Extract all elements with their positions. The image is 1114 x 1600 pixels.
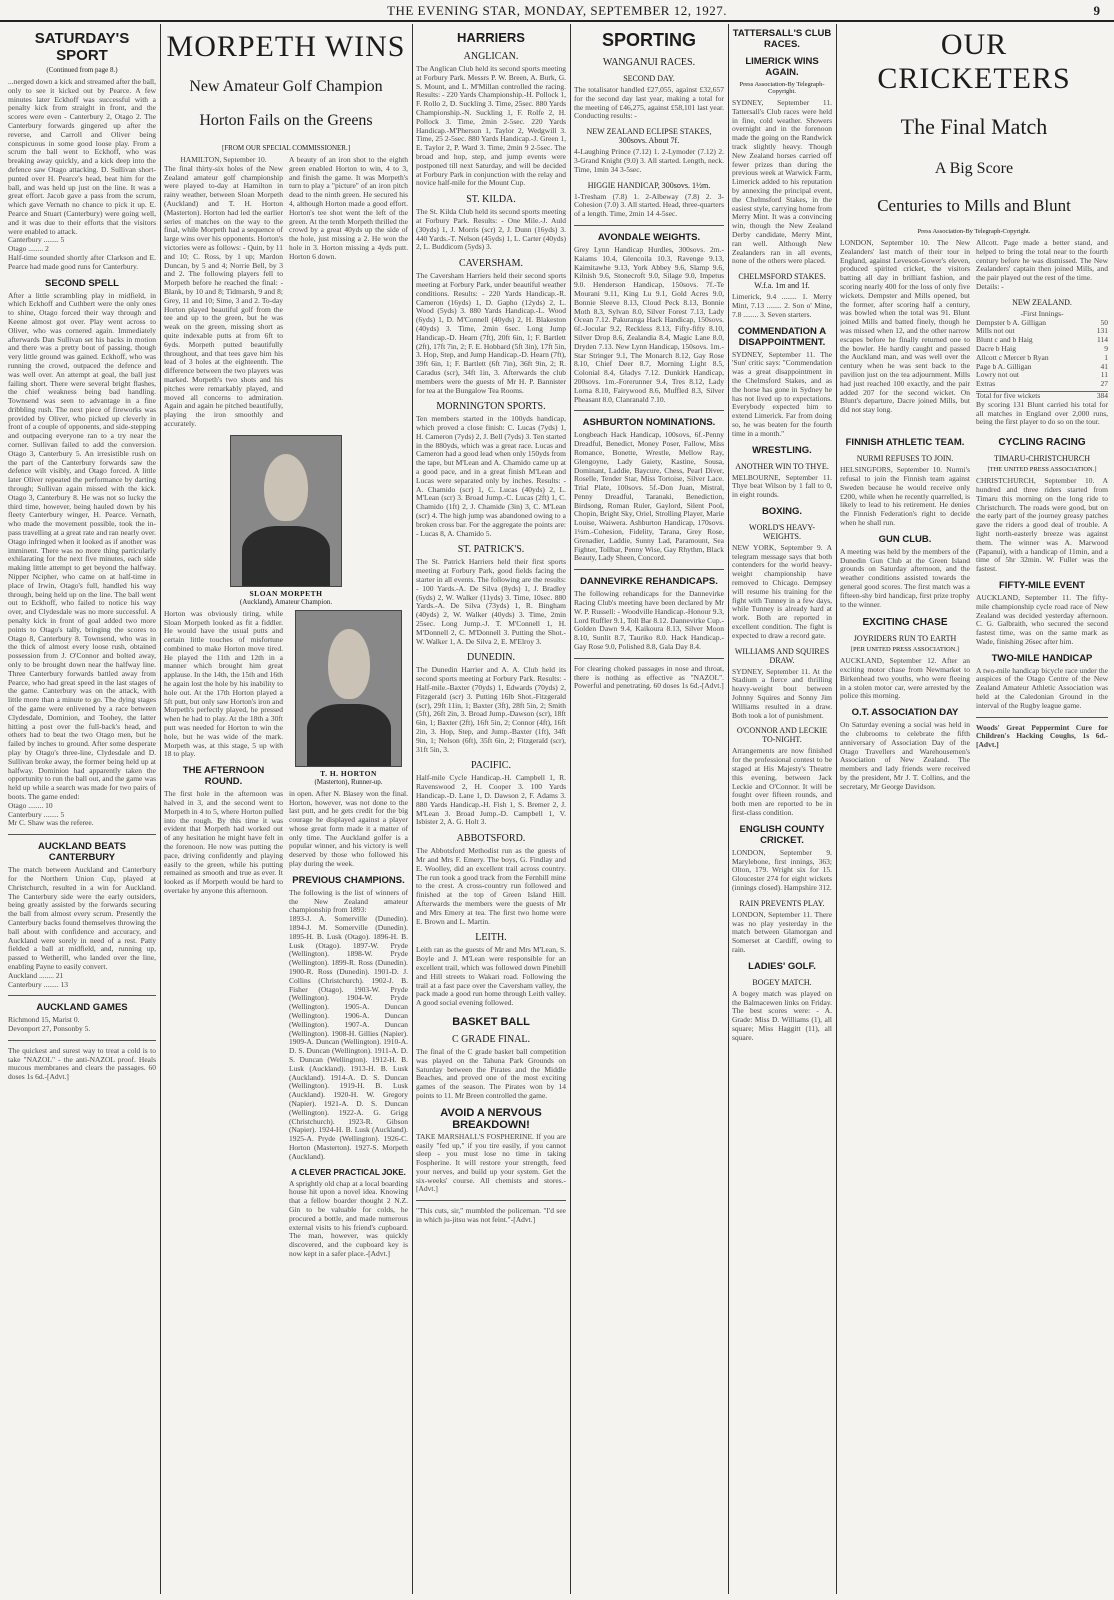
batsman-name: Lowry not out: [976, 370, 1019, 380]
column-sporting: [574, 24, 724, 1594]
photo-caption: T. H. HORTON: [320, 768, 377, 778]
batsman-name: Allcott c Mercer b Ryan: [976, 352, 1049, 362]
column-tattersalls: [732, 24, 832, 1594]
subsection-heading: ANOTHER WIN TO THYE.: [735, 461, 829, 471]
section-heading: SATURDAY'S SPORT: [34, 30, 130, 64]
masthead: [0, 0, 1114, 22]
section-heading: BASKET BALL: [452, 1015, 530, 1028]
portrait-body: [307, 704, 391, 766]
race-results: Limerick, 9.4 ........ 1. Merry Mint, 7.13 ........ 2. Son o' Mine, 7.8 ........ 3. Seven starters.: [732, 292, 832, 319]
article-body: Horton was obviously tiring, while Sloan Morpeth looked as fit a fiddler. He would have the usual putts and certain little touches of misfortune combined to make Horton move tired. He played the 11th and 12th in a manner which brought him great applause. In the 14th, the 15th and 16th he again lost the hole by his inability to hole out. At the 17th Horton played a 5ft putt, but only saw Horton's iron and Morpeth's perfectly played, he pressed when he had to play. At the 18th a 30ft putt was needed for Horton to win the hole, but he was wide of the mark. Morpeth was, at this stage, 5 up with 18 to play.: [164, 608, 283, 759]
article-body: SYDNEY, September 11. The 'Sun' critic says: "Commendation was a great disappointment in the Chelmsford Stakes, and as the horse has gone in Sydney he has not lived up to expectations. Everybody expected him to extend Limerick. Far from doing so, he was beaten for the fourth time in a month.": [732, 349, 832, 438]
article-body: Arrangements are now finished for the professional contest to be staged at His Majesty's Theatre this evening, between Jack Leckie and O'Connor. It will be fought over fifteen rounds, and both men are reported to be in first-class condition.: [732, 746, 832, 818]
subsection-heading: O.T. ASSOCIATION DAY: [851, 707, 959, 719]
press-credit: Press Association-By Telegraph-Copyright.: [917, 228, 1031, 235]
article-body: The Dunedin Harrier and A. A. Club held its second sports meeting at Forbury Park. Results: - Half-mile.-Baxter (70yds) 1, Edwards (70yds) 2, Fitzgerald (scr) 3. Putting 16lb Shot.-Fitzgerald (scr), 29ft 11in, 1; Baxter (3ft), 28ft 5in, 2; Smith (5ft), 26ft 2in, 3. Broad Jump.-Dawson (scr), 18ft 6in, 1; Baxter (2ft), 16ft 5in, 2; Connor (4ft), 16ft 2in, 3. Hop, Step, and Jump.-Baxter (1ft), 34ft 9in, 1; Nelson (6ft), 35ft 6in, 2; Fitzgerald (scr), 31ft 5in, 3.: [416, 665, 566, 754]
total-runs: 384: [1096, 390, 1108, 400]
article-body: ...nerged down a kick and streamed after the ball, only to see it kicked out by Pearce. A few minutes later Eckhoff was successful with a penalty kick from straight in front, and the scores were even - Canterbury 2, Otago 2. The Canterbury forwards gingered up after the reverse, and Carroll and Oliver being conspicuous in some good loose play. From a scrum the ball went to Eckhoff, who was breaking away quickly, and a kick deep into the defence saw Otago attacking. D. Sullivan short-punted over H. Pearce's head, beat him for the ball, and was held up just on the line. It was a great effort. Jacob gave a pass from the scrum, which gave Vernath no chance to pick it up. E. Pearce and Stuart (Canterbury) were going well, and it was due to their efforts that the visitors were enabled to attack.: [8, 77, 156, 236]
divider: [8, 834, 156, 835]
subheadline: Horton Fails on the Greens: [199, 112, 373, 129]
result-line: Richmond 15, Marist 0.: [8, 1015, 80, 1025]
subsection-heading: LADIES' GOLF.: [748, 960, 816, 972]
subsection-heading: WILLIAMS AND SQUIRES DRAW.: [734, 646, 830, 665]
race-results: 1-Tresham (7.8) 1. 2-Albeway (7.8) 2. 3-Cohesion (7.0) 3. All started. Head, three-quarters of a length. Time, 2min 14 4-5sec.: [574, 191, 724, 219]
subsection-heading: BOGEY MATCH.: [752, 977, 812, 987]
subsection-heading: LIMERICK WINS AGAIN.: [745, 56, 819, 78]
press-credit: Press Association-By Telegraph-Copyright.: [739, 81, 825, 95]
article-body: Longbeach Hack Handicap, 100sovs, 6f.-Penny Dreadful, Benedict, Money Poser, Fallow, Miss Romance, Bonette, Wrestle, Mellow Ray, Glengoyne, Lady Gaiety, Kastine, Sousa, Dominant, Laddie, Baycure, Chess, Pearl Diver, Roselle, Tender Star, Miss Tortoise, Silver Lace. Trial Plate, 100sovs. 5f.-Don Juan, Mistral, Penny Dreadful, Taranaki, Benediction, Birdsong, Roman Ruler, Gaylord, Silent Pool, Chopin, Bright Sky, Oriel, Strolling Player, Marie Louise, Waiwera. Ashburton Handicap, 170sovs. 1¼m.-Cohesion, Fidelity, Tarana, Grey Rose, Grenadier, Laddie, Sunny Lad, Paramount, Sea Fighter, Tollbar, Penny Wise, Gay Rhythm, Black Beauty, Lady Sheen, Concord.: [574, 430, 724, 563]
subsection-heading: LEITH.: [475, 932, 507, 944]
subsection-heading: DUNEDIN.: [466, 652, 516, 664]
subheadline: Centuries to Mills and Blunt: [877, 196, 1071, 215]
batsman-runs: 114: [1097, 335, 1108, 345]
column-rule: [160, 24, 161, 1594]
column-rule: [412, 24, 413, 1594]
race-heading: NEW ZEALAND ECLIPSE STAKES, 300sovs. About 7f.: [586, 127, 712, 146]
article-body: The St. Kilda Club held its second sports meeting at Forbury Park. Results: - One Mile.-J. Auld (30yds) 1, J. Morris (scr) 2, J. Dunn (16yds) 3. 440 Yards.-T. Nelson (45yds) 1, L. Carter (40yds) 2, L. Buddicom (5yds) 3.: [416, 207, 566, 252]
scorecard-heading: NEW ZEALAND.: [1012, 297, 1072, 307]
advertisement: TAKE MARSHALL'S FOSPHERINE. If you are easily "fed up," if you tire easily, if you cannot sleep - you must lose no time in taking Fospherine. It will restore your strength, feed your nerves, and build up your system. Get the six-weeks' course. All chemists and stores.-[Advt.]: [416, 1131, 566, 1194]
article-body: On Saturday evening a social was held in the clubrooms to celebrate the fifth anniversary of Association Day of the Otago Travellers and Warehousemen's Association of New Zealand. The members and lady friends were received by the president, Mr J. T. Collins, and the secretary, Mr George Davidson.: [840, 720, 970, 791]
batsman-name: Extras: [976, 379, 996, 389]
subsection-heading: TIMARU-CHRISTCHURCH: [993, 454, 1090, 464]
subsection-heading: AUCKLAND GAMES: [36, 1002, 128, 1014]
subsection-heading: O'CONNOR AND LECKIE TO-NIGHT.: [736, 726, 828, 745]
article-body: LONDON, September 11. There was no play yesterday in the match between Glamorgan and Somerset at Cardiff, owing to rain.: [732, 909, 832, 954]
subheadline: The Final Match: [900, 114, 1048, 139]
batsman-runs: 27: [1100, 379, 1108, 389]
article-body: The following rehandicaps for the Dannevirke Racing Club's meeting have been declared by Mr W. P. Russell: - Woodville Handicap.-Honour 9.3, Lord Ruffler 9.1, Toll Bar 8.12. Dannevirke Cup.-Golden Dawn 9.4, Kaikoura 8.13, Silver Moon 8.10, Sunlit 8.7, Tauriko 8.0. Hack Handicap.-Gay Rose 9.0, Polished 8.8, Gala Day 8.4.: [574, 589, 724, 652]
batsman-runs: 1: [1104, 352, 1108, 362]
article-body: The first hole in the afternoon was halved in 3, and the second went to Morpeth in 4 to 5, where Horton pulled into the rough. By this time it was evident that Morpeth had worked out of any hesitation he might have felt in the forenoon. He now was putting the pace, driving confidently and playing easily to the green, while his putting remained as smooth and true as ever. It looked as if Morpeth would be hard to overtake by anyone this afternoon.: [164, 789, 283, 896]
article-body: The totalisator handled £27,055, against £32,657 for the second day last year, making a total for the meeting of £46,275, against £58,101 last year. Conducting results: -: [574, 85, 724, 121]
subsection-heading: ENGLISH COUNTY CRICKET.: [739, 823, 825, 846]
section-heading: CYCLING RACING: [998, 437, 1086, 449]
continued-note: (Continued from page 8.): [46, 66, 118, 74]
page-number: 9: [1093, 3, 1100, 18]
article-body: Ten members started in the 100yds handicap, which proved a close finish: C. Lucas (7yds) 1, H. Cameron (7yds) 2, J. Bell (7yds) 3. Ten started in the 880yds, which was a great race. Lucas and Cameron had a good lead when only 150yds from the tape, but M'Lean and A. Chamido came up at a good pace, and in a great finish M'Lean and Lucas were separated only by inches. Results: - A. Chamido (scr) 1, C. Lucas (40yds) 2, L. M'Lean (scr) 3. Broad Jump.-C. Lucas (2ft) 1, C. Chamido (1ft) 2, J. Chamide (3in) 3, C. M'Lean (scr) 4. The high jump was abandoned owing to a broken cross bar. For the aggregate the points are: - Lucas 8, A. Chamido 5.: [416, 414, 566, 538]
advertisement: "This cuts, sir," mumbled the policeman. "I'd see in which ju-jitsu was not feint."-[Advt.]: [416, 1206, 566, 1225]
section-heading: EXCITING CHASE: [862, 617, 948, 629]
score-line: Canterbury ........ 5: [8, 809, 65, 819]
result-line: Devonport 27, Ponsonby 5.: [8, 1024, 91, 1034]
portrait-face: [264, 454, 308, 522]
section-heading: HARRIERS: [457, 30, 525, 45]
article-body: SYDNEY, September 11. At the Stadium a fierce and thrilling heavy-weight bout between Johnny Squires and Sonny Jim Williams resulted in a draw. Both took a lot of punishment.: [732, 666, 832, 720]
subsection-heading: PACIFIC.: [471, 760, 511, 772]
portrait-face: [328, 629, 370, 699]
score-line: Canterbury ........ 13: [8, 979, 68, 989]
subsection-heading: WRESTLING.: [752, 444, 812, 456]
subheadline: New Amateur Golf Champion: [189, 78, 383, 95]
th-horton-photo: [295, 610, 402, 767]
subsection-heading: ABBOTSFORD.: [456, 833, 526, 845]
section-heading: TATTERSALL'S CLUB RACES.: [732, 28, 832, 50]
batsman-name: Dempster b A. Gilligan: [976, 317, 1046, 327]
score-line: Otago ........ 2: [8, 244, 49, 254]
article-body: By scoring 131 Blunt carried his total for all matches in England over 2,000 runs, being the first player to do so on the tour.: [976, 399, 1108, 427]
article-body: The final thirty-six holes of the New Zealand amateur golf championship were played to-day at Hamilton in rainy weather, between Sloan Morpeth (Auckland) and T. H. Horton (Masterton). Horton had led the earlier series of matches on the way to the final, while Morpeth had a sequence of large wins over his opponents. Horton's victories were as follows: - Quin, by 11 and 10; C. Ross, by 1 up; Mardon Duncan, by 5 and 4; Norrie Bell, by 3 and 2. The following players fell to Morpeth before he reached the final: - Blank, by 10 and 8; Tidmarsh, 9 and 8; Grey, 11 and 10; Sime, 3 and 2. To-day Horton played beautiful golf from the tee and up to the green, but he was weak on the green, missing short as quite indexable putts at from 6ft to 6yds. Morpeth putted beautifully throughout, and that tees gave him his lead of 3 holes at the eighteenth. The difference between the two players was marked. Morpeth's two shots and his pitches were remarkably played, and moved all concerns to admiration. Again and again he pitched beautifully, playing the iron smoothly and accurately.: [164, 163, 283, 428]
article-body: in open. After N. Blasey won the final. Horton, however, was not done to the last putt, and he gets credit for the big courage he displayed against a player whose great form made it a matter of only time. The Auckland golfer is a popular winner, and his victory is well deserved by those who followed his play during the week.: [289, 788, 408, 869]
batsman-name: Page b A. Gilligan: [976, 361, 1032, 371]
subsection-heading: AVONDALE WEIGHTS.: [597, 231, 701, 243]
masthead-title: THE EVENING STAR, MONDAY, SEPTEMBER 12, 1927.: [387, 3, 727, 18]
batsman-runs: 50: [1100, 317, 1108, 327]
article-body: Grey Lynn Handicap Hurdles, 300sovs. 2m.-Kaiams 10.4, Glencoila 10.3, Ravenge 9.13, Kaimitawhe 9.13, York Abbey 9.6, Slamp 9.6, Kilnish 9.6, Stonecroft 9.0, Silage 9.0, Impetus 9.0. Henderson Handicap, 150sovs. 7f.-Te Mourani 9.11, King Lu 9.1, Gold Acres 9.0, Bonnie Sleeve 8.13, Cloud Peck 8.13, Bonnie Moth 8.3, Sylvan 8.0, Silver Forest 7.13, Lady Ocean 7.12. Pakuranga Hack Handicap, 150sovs. 6f.-Jocular 9.2, Reckless 8.13, Fifty-fifty 8.10, Silver Drop 8.6, Zealandia 8.4, Magic Lane 8.0, Dryden 7.13. New Lynn Handicap, 150sovs. 1m.-Star Stringer 9.1, The Monarch 8.12, Gay Rose 8.10, Chief Deer 8.7, Morning Light 8.5, Colonial 8.4, Gladys 7.12. Dunkirk Handicap, 200sovs. 1m.-Forerunner 9.4, Tres 8.12, Lady Lorna 8.10, Fairywood 8.6, Muffled 8.3, Silver Pheasant 8.0, Clanranald 7.10.: [574, 244, 724, 404]
article-body: The St. Patrick Harriers held their first sports meeting at Forbury Park, good fields facing the starter in all events. The following are the results: - 100 Yards.-A. De Silva (8yds) 1, J. Bradley (6yds) 2, W. Walker (11yds) 3. Time, 10sec. 880 Yards.-A. De Silva (73yds) 1, R. Bingham (40yds) 2, W. Walker (40yds) 3. Time, 2min 25sec. Long Jump.-J. T. M'Connell 1, H. M'Donnell 2, C. M'Donnell 3. Putting the Shot.-W. Walker 1, A. De Silva 2, E. M'Elroy 3.: [416, 557, 566, 646]
article-body: A bogey match was played on the Balmacewen links on Friday. The best scores were: - A. Grade: Miss D. Williams (1), all square; Miss Haggitt (11), all square.: [732, 988, 832, 1042]
dateline: HAMILTON, September 10.: [180, 155, 267, 164]
subsection-heading: GUN CLUB.: [878, 533, 932, 545]
article-body: The following is the list of winners of the New Zealand amateur championship from 1893:: [289, 887, 408, 915]
photo-subcaption: (Masterton), Runner-up.: [314, 777, 383, 786]
subsection-heading: RAIN PREVENTS PLAY.: [739, 898, 825, 908]
advert-heading: AVOID A NERVOUS BREAKDOWN!: [440, 1106, 542, 1131]
subsection-heading: NURMI REFUSES TO JOIN.: [856, 454, 954, 464]
advertisement: A sprightly old chap at a local boarding house hit upon a novel idea. Knowing that a fellow boarder thought 2 N.Z. Gin to be valuable for colds, he procured a bottle, and made numerous external visits to his friend's cupboard. The man, however, was quickly discovered, and the cupboard key is now kept in a safer place.-[Advt.]: [289, 1178, 408, 1258]
column-our-cricketers: [840, 24, 1108, 1594]
race-heading: CHELMSFORD STAKES. W.f.a. 1m and 1f.: [738, 272, 826, 291]
article-body: A beauty of an iron shot to the eighth green enabled Horton to win, 4 to 3, and finish the game. It was Morpeth's turn to play a "picture" of an iron pitch dead to the ninth green. He secured his 4, although Horton made a good effort. Horton's tee shot went the left of the green. At the tenth Morpeth thrilled the crowd by a great 40yds up the side of the hole, just missing a 2. He won the hole in 3. Horton missing a 4yds putt. Horton 6 down.: [289, 155, 408, 261]
photo-caption: SLOAN MORPETH: [249, 588, 323, 598]
column-rule: [836, 24, 837, 1594]
innings-label: -First Innings-: [1020, 308, 1064, 318]
divider: [574, 658, 724, 659]
article-body: Half-time sounded shortly after Clarkson and E. Pearce had made good runs for Canterbury.: [8, 252, 156, 271]
column-morpeth-wins: [164, 24, 408, 1594]
subsection-heading: C GRADE FINAL.: [451, 1033, 531, 1045]
subsection-heading: THE AFTERNOON ROUND.: [182, 765, 265, 788]
advertisement: For clearing choked passages in nose and throat, there is nothing as effective as "NAZOL". Powerful and penetrating. 60 doses 1s 6d.-[Advt.]: [574, 663, 724, 691]
subsection-heading: A CLEVER PRACTICAL JOKE.: [291, 1167, 406, 1177]
portrait-body: [242, 526, 330, 586]
subsection-heading: FINNISH ATHLETIC TEAM.: [845, 437, 965, 449]
subsection-heading: CAVERSHAM.: [459, 258, 523, 270]
photo-subcaption: (Auckland), Amateur Champion.: [239, 597, 333, 606]
column-harriers: [416, 24, 566, 1594]
divider: [8, 995, 156, 996]
batsman-name: Mills not out: [976, 326, 1015, 336]
scorecard: [976, 319, 1108, 389]
article-body: The final of the C grade basket ball competition was played on the Tahuna Park Grounds on Saturday between the Pirates and the Middle Beaches, and proved one of the most exciting games of the season. The Pirates won by 14 points to 11. Mr Breen controlled the game.: [416, 1046, 566, 1100]
details-label: Details: -: [976, 281, 1004, 291]
score-line: Auckland ........ 21: [8, 970, 64, 980]
press-credit: [THE UNITED PRESS ASSOCIATION.]: [987, 466, 1097, 474]
article-body: After a little scrambling play in midfield, in which Eckhoff and Cuthbert were the only ones to shine, Otago forced their way through and Keene almost got over. Play went across to Oliver, who was cornered again. Immediately afterwards Dan Sullivan set his backs in motion and there was a pretty bout of passing, though very little ground was gained. Eckhoff, who was running the crowd, outpaced the defence and was well over. An attempt at goal, the ball just failing short. There were several bright flashes, the chief weakness being bad handling. Townsend was seen to advantage in a fine dribbling rush. The next piece of fireworks was provided by Oliver, who picked up cleverly in front of a couple of opponents, and side-stepping and outpacing everyone ran to a try near the corner. Sullivan failed to add the conversion. Otago 3, Canterbury 5. An irresistible rush on the part of the Canterbury forwards saw the defence wilt visibly, and Otago forced. A little later Oliver repeated the performance by darting through; Sullivan again missed with the kick. Otago 3, Canterbury 8. He was not so lucky the third time, however, being hauled down by his fleety Canterbury winger, H. Pearce. Vernath, who made the movement possible, took the in-pass travelling at a great rate and ran nearly over. Otago infringed when it looked as if another was imminent. There was no more thing particularly exhilarating for the next five minutes, each side making little attempt to get beyond the halfway. Nipper Ncipher, who came on at half-time in place of Irwin, Otago's full, handled his way through, being held up on the line. The ball went out to Eckhoff, who failed to notice his way over, and Clydesdale was no more successful. A penalty kick in front of goal added two more points to Otago's tally, bringing the scores to Otago 8, Canterbury 8. Townsend, who was in the thick of almost every loose rush, obtained possession from J. O'Connor and bolted away, only to be brought down near the halfway line. Three Canterbury forwards battled away from Pearce, who had great speed in the last stages of the game. Canterbury was on the attack, with little more than a minute to go. The dying stages of the game were enlivened by a race between Clydesdale, Dominion, and Toohey, the latter hitting a post over the full-back's head, and others had to beat the two Otago men, but he failed by inches to ground. After some desperate play by Otago's three-line, Clydesdale and D. Sullivan broke away, the former being held up at halfway. Dominion had apparently taken the opportunity to run the ball out, and the game was held up while a search was made for two pairs of boots. The game ended:: [8, 290, 156, 801]
score-line: Canterbury ........ 5: [8, 235, 65, 245]
subsection-heading: WORLD'S HEAVY-WEIGHTS.: [749, 522, 815, 541]
article-body: Leith ran as the guests of Mr and Mrs M'Lean, S. Boyle and J. M'Lean were responsible for an excellent trail, which was followed down Pinehill and Hill streets to Wakari road. Following the trail at a fast pace over the Caversham valley, the pack made a good run home through Leith valley. A good social evening followed.: [416, 945, 566, 1008]
article-body: MELBOURNE, September 11. Thye beat Wilson by 1 fall to 0, in eight rounds.: [732, 472, 832, 500]
divider: [8, 1040, 156, 1041]
article-body: NEW YORK, September 9. A telegram message says that both contenders for the world heavy-weight championship have removed to Chicago. Dempsey will resume his training for the fight with Tunney in a few days, while Tunney is already hard at work. Both are reported in excellent condition. The fight is expected to draw a record gate.: [732, 542, 832, 640]
total-label: Total for five wickets: [976, 390, 1041, 400]
article-body: A two-mile handicap bicycle race under the auspices of the Otago Centre of the New Zealand Amateur Athletic Association was held at the Caledonian Ground in the interval of the Rugby league game.: [976, 665, 1108, 710]
divider: [574, 569, 724, 570]
subsection-heading: MORNINGTON SPORTS.: [436, 401, 546, 413]
champions-list: 1893-J. A. Somerville (Dunedin). 1894-J. M. Somerville (Dunedin). 1895-H. B. Lusk (Otago). 1896-H. B. Lusk (Otago). 1897-W. Pryde (Wellington). 1898-W. Pryde (Wellington). 1899-R. Ross (Dunedin). 1900-R. Ross (Dunedin). 1901-D. J. Collins (Christchurch). 1902-J. B. Fisher (Otago). 1903-W. Pryde (Wellington). 1904-W. Pryde (Wellington). 1905-A. Duncan (Wellington). 1906-A. Duncan (Wellington). 1907-A. Duncan (Wellington). 1908-H. Gillies (Napier). 1909-A. Duncan (Wellington). 1910-A. D. S. Duncan (Wellington). 1911-A. D. S. Duncan (Wellington). 1912-H. B. Lusk (Auckland). 1913-H. B. Lusk (Auckland). 1914-A. D. S. Duncan (Wellington). 1919-H. B. Lusk (Auckland). 1920-H. W. Gregory (Napier). 1921-A. D. S. Duncan (Wellington). 1922-A. G. Grigg (Christchurch). 1923-R. Gibson (Napier). 1924-H. B. Lusk (Auckland). 1925-A. Pryde (Wellington). 1926-C. Horton (Masterton). 1927-S. Morpeth (Auckland).: [289, 914, 408, 1161]
subsection-heading: AUCKLAND BEATS CANTERBURY: [38, 841, 126, 864]
batsman-runs: 41: [1100, 361, 1108, 371]
article-body: The Abbotsford Methodist run as the guests of Mr and Mrs F. Emery. The boys, G. Findlay and E. Woolley, did an excellent trail across country. The run took a good track from the Fernhill mine to the crest. A cross-country run followed and finished at the top of Green Island Hill. Afterwards the members were the guests of Mr and Mrs Emery at tea. The first two home were E. Brown and L. Martin.: [416, 846, 566, 926]
article-body: CHRISTCHURCH, September 10. A hundred and three riders started from Timaru this morning on the long ride to Christchurch. The roads were good, but on the early part of the journey greasy patches gave the riders a good deal of trouble. A light north-easterly breeze was against them. The winner was A. Marwood (Papanui), with a handicap of 11min, and a time of 5hr 32min. W. Fuller was the fastest.: [976, 476, 1108, 574]
article-body: AUCKLAND, September 11. The fifty-mile championship cycle road race of New Zealand was decided yesterday afternoon. C. G. Galbraith, who secured the second fastest time, was on the same mark as Wade, finishing 26sec after him.: [976, 592, 1108, 646]
article-body: LONDON, September 9. Marylebone, first innings, 363; Olton, 179. Wright six for 15. Gloucester 274 for eight wickets (innings closed). Hampshire 312.: [732, 847, 832, 892]
article-body: Half-mile Cycle Handicap.-H. Campbell 1, R. Ravenswood 2, H. Cooper 3. 100 Yards Handicap.-D. Lane 1, D. Dawson 2, F. Adams 3. 880 Yards Handicap.-H. Fish 1, S. Bremer 2, J. M'Lean 3. Broad Jump.-D. Campbell 1, V. Isbister 2, A. G. Holt 3.: [416, 773, 566, 827]
scorecard-row: [976, 380, 1108, 389]
headline: MORPETH WINS: [166, 30, 406, 63]
column-rule: [728, 24, 729, 1594]
subheadline: A Big Score: [934, 160, 1014, 177]
divider: [976, 717, 1108, 718]
article-body: A meeting was held by the members of the Dunedin Gun Club at the Green Island grounds on Saturday afternoon, and the weather conditions assisted towards the general good scores. The first match was a fifteen-shy bird handicap, first prize trophy to the winner.: [840, 546, 970, 609]
column-rule: [570, 24, 571, 1594]
race-heading: HIGGIE HANDICAP, 300sovs. 1½m.: [587, 180, 711, 190]
subsection-heading: COMMENDATION A DISAPPOINTMENT.: [737, 325, 827, 348]
subsection-heading: FIFTY-MILE EVENT: [998, 579, 1086, 591]
article-body: The match between Auckland and Canterbury for the Northern Union Cup, played at Christchurch, resulted in a win for Auckland. The Canterbury side were the early outsiders, being greatly assisted by the forwards securing the ball from almost every scrum. Presently the Canterbury backs found themselves throwing the ball about with confidence and accuracy, and Auckland were sorely in need of a rest. Patty fielded a ball at midfield, and, running up, passed to Wetherill, who landed over the line, enabling Payne to easily convert.: [8, 865, 156, 971]
score-line: Otago ........ 10: [8, 800, 53, 810]
article-body: Allcott. Page made a better stand, and helped to bring the total near to the fourth century before he was dismissed. The New Zealanders' captain then joined Mills, and the pair played out the rest of the time.: [976, 238, 1108, 283]
subsection-heading: ST. KILDA.: [466, 194, 516, 206]
article-body: The Anglican Club held its second sports meeting at Forbury Park. Messrs P. W. Breen, A. Burk, G. S. Mount, and L. M'Millan controlled the racing. Results: - 220 Yards Championship.-H. Pollock 1, F. Rollo 2, D. Suckling 3. Time, 25sec. 880 Yards Championship.-N. Suckling 1, F. Rolfe 2, H. Pollock 3. Time, 2min 2-5sec. 220 Yards Handicap.-M'Pherson 1, Taylor 2, Wedgwill 3. Time, 25 2-5sec. 880 Yards Handicap.-J. Green 1, E. Taylor 2, P. Ward 3. Time, 2min 9 2-5sec. The broad and hop, step, and jump events were postponed till next Saturday, and will be decided at Forbury Park in conjunction with the relay and novice half-mile for the Mount Cup.: [416, 64, 566, 188]
subsection-heading: ST. PATRICK'S.: [457, 544, 525, 556]
batsman-name: Dacre b Haig: [976, 343, 1016, 353]
article-body: The Caversham Harriers held their second sports meeting at Forbury Park, under beautiful weather conditions. Results: - 220 Yards Handicap.-R. Cameron (16yds) 1, D. Gapho (12yds) 2, L. Wood (5yds) 3. 880 Yards Handicap.-L. Wood (6yds) 1, D. M'Connell (40yds) 2, H. Blakeston (40yds) 3. Time, 2min 6sec. Long Jump Handicap.-D. Hearn (7ft), 20ft 6in, 1; F. Bartlett (2ft), 17ft 7in, 2; F. E. Hobbard (5ft 3in), 17ft 5in, 3. Hop, Step, and Jump Handicap.-D. Hearn (7ft), 39ft 6in, 1; F. Bartlett (6ft 7in), 36ft 9in, 2; R. Caradus (scr), 34ft 1in, 3. Afterwards the club members were the guests of Mr H. P. Bannister for tea at the Bungalow Tea Rooms.: [416, 271, 566, 395]
article-body: LONDON, September 10. The New Zealanders' last match of their tour in England, against Leveson-Gower's eleven, produced spirited cricket, the visitors batting all day in brilliant fashion, and scoring nearly 400 for the loss of only five wickets. Dempster and Mills opened, but the former, after scoring half a century, was bowled when the total was 91. Blunt joined Mills and batted finely, though he was missed when 12, and the other narrow escapes before he finally returned one to the bowler. He hardly caught and passed the Auckland man, and was well over the century when he was sent back to the pavilion just on the tea adjournment. Mills had just reached 100 exactly, and the pair added 207 for the second wicket. On Blunt's departure, Dacre joined Mills, but did not stay long.: [840, 238, 970, 415]
subsection-heading: ASHBURTON NOMINATIONS.: [582, 417, 716, 429]
batsman-runs: 131: [1096, 326, 1108, 336]
subsection-heading: ANGLICAN.: [463, 51, 519, 62]
race-results: 4-Laughing Prince (7.12) 1. 2-Lymoder (7.12) 2. 3-Grand Knight (9.0) 3. All started. Length, neck. Time, 1min 34 3-5sec.: [574, 147, 724, 174]
subsection-heading: SECOND SPELL: [45, 277, 119, 289]
divider: [416, 1200, 566, 1201]
batsman-runs: 9: [1104, 343, 1108, 353]
divider: [574, 225, 724, 226]
subsection-heading: BOXING.: [761, 505, 803, 517]
subsection-heading: WANGANUI RACES.: [602, 57, 696, 68]
article-body: HELSINGFORS, September 10. Nurmi's refusal to join the Finnish team against Sweden because he would receive only £200, while when he recently quarrelled, is likely to lead to his retirement. He denies the Finnish Federation's right to decide when he shall run.: [840, 465, 970, 527]
advertisement: The quickest and surest way to treat a cold is to take "NAZOL" - the anti-NAZOL proof. Heals mucous membranes and clears the passages. 60 doses 1s 6d.-[Advt.]: [8, 1045, 156, 1082]
credit: [FROM OUR SPECIAL COMMISSIONER.]: [221, 144, 351, 152]
article-body: AUCKLAND, September 12. After an exciting motor chase from Newmarket to Birkenhead two youths, who were fleeing in a stolen motor car, were arrested by the police this morning.: [840, 656, 970, 701]
divider: [574, 410, 724, 411]
article-body: Mr C. Shaw was the referee.: [8, 818, 94, 828]
batsman-name: Blunt c and b Haig: [976, 335, 1033, 345]
subsection-heading: JOYRIDERS RUN TO EARTH: [853, 634, 957, 644]
subsection-heading: PREVIOUS CHAMPIONS.: [292, 874, 405, 886]
subsection-heading: TWO-MILE HANDICAP: [991, 652, 1093, 664]
scorecard-row: [976, 371, 1108, 380]
subsection-heading: SECOND DAY.: [623, 74, 675, 83]
headline: OUR CRICKETERS: [877, 28, 1071, 95]
article-body: SYDNEY, September 11. Tattersall's Club races were held in fine, cold weather. Showers overnight and in the forenoon made the going on the Randwick track slightly heavy. Though New Zealand horses carried off fewer prizes than during the previous week at Warwick Farm, Limerick added to his reputation by annexing the principal event, the Chelmsford Stakes, in the easiest style, carrying home from Merry Mint. It was a convincing win, though the New Zealand Derby candidate, Merry Mint, ran well. Although New Zealanders ran in all events, none of the others were placed.: [732, 98, 832, 266]
section-heading: SPORTING: [601, 30, 696, 50]
press-credit: [PER UNITED PRESS ASSOCIATION.]: [850, 646, 960, 654]
subsection-heading: DANNEVIRKE REHANDICAPS.: [580, 576, 718, 588]
batsman-runs: 11: [1100, 370, 1108, 380]
sloan-morpeth-photo: [230, 435, 342, 587]
advertisement: Woods' Great Peppermint Cure for Children's Hacking Coughs, 1s 6d.-[Advt.]: [976, 722, 1108, 750]
column-saturdays-sport: [8, 24, 156, 1594]
